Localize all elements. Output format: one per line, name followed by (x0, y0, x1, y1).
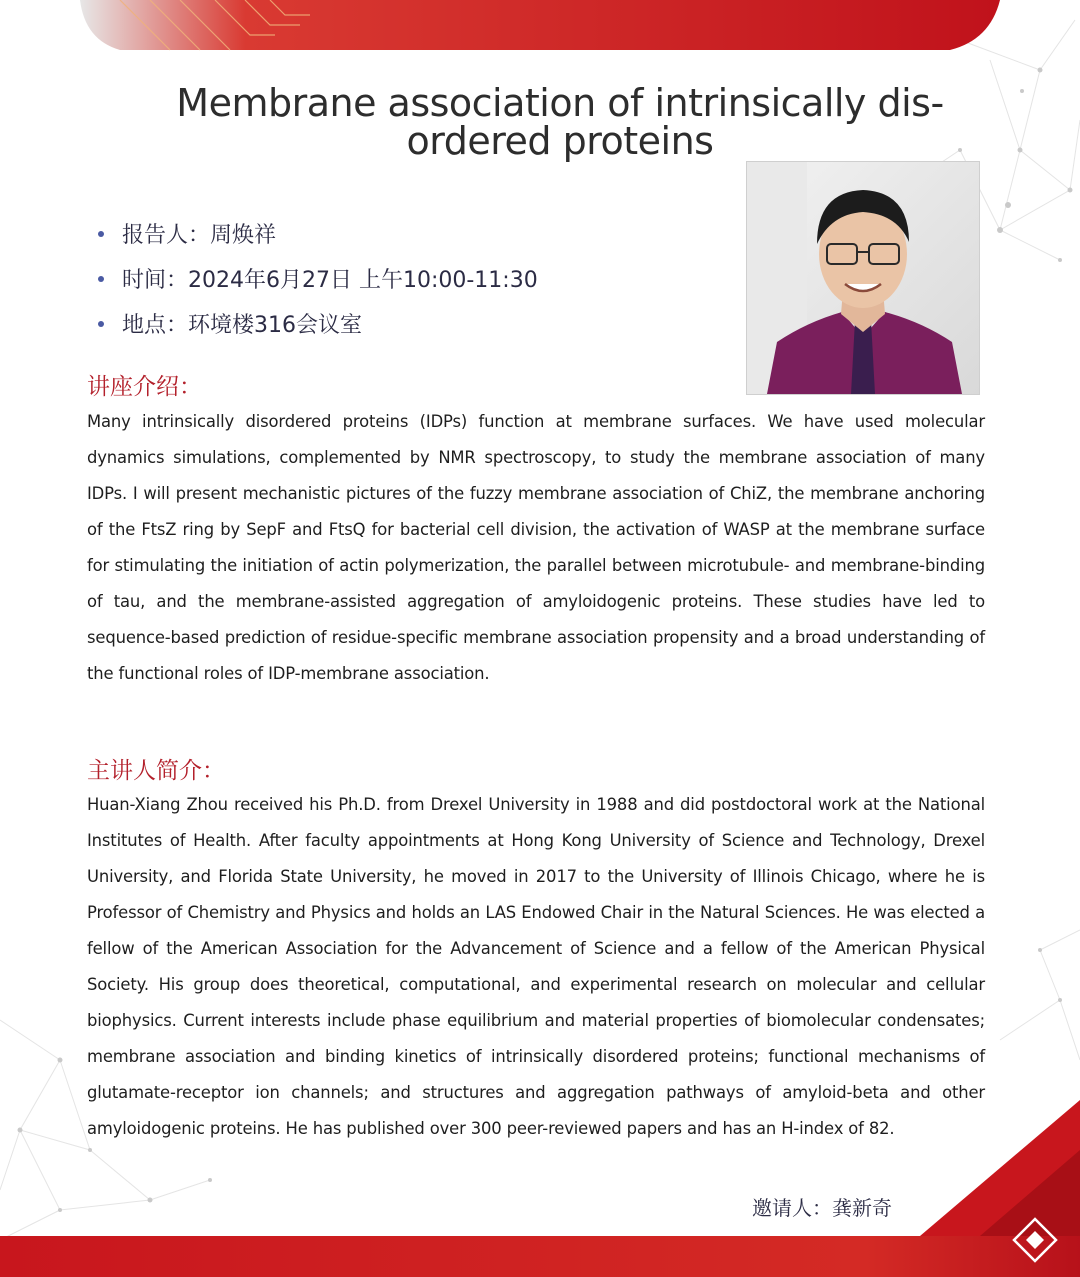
bio-heading: 主讲人简介： (87, 758, 225, 784)
bio-text: Huan-Xiang Zhou received his Ph.D. from Drexel University in 1988 and did postdoctoral work at the National Institutes of Health. After faculty appointments at Hong Kong University of Science and Technology, Drexel University, and Florida State University, he moved in 2017 to the University of Illinois Chicago, where he is Professor of Chemistry and Physics and holds an LAS Endowed Chair in the Natural Sciences. He was elected a fellow of the American Association for the Advancement of Science and a fellow of the American Physical Society. His group does theoretical, computational, and experimental research on molecular and cellular biophysics. Current interests include phase equilibrium and material properties of biomolecular condensates; membrane association and binding kinetics of intrinsically disordered proteins; functional mechanisms of glutamate-receptor ion channels; and structures and aggregation pathways of amyloid-beta and other amyloidogenic proteins. He has published over 300 peer-reviewed papers and has an H-index of 82. (87, 795, 985, 1138)
speaker-photo (746, 161, 980, 395)
info-time (98, 263, 538, 308)
abstract-heading: 讲座介绍： (87, 374, 202, 400)
inviter-text: 邀请人：龚新奇 (752, 1196, 892, 1220)
talk-title-line-2: ordered proteins (406, 119, 714, 163)
location-text: 地点：环境楼316会议室 (122, 313, 362, 338)
bullet-dot-icon (98, 321, 104, 327)
talk-title-line-1: Membrane association of intrinsically dis- (176, 81, 944, 125)
speaker-portrait (747, 162, 979, 394)
info-location (98, 308, 538, 353)
bullet-dot-icon (98, 231, 104, 237)
bullet-dot-icon (98, 276, 104, 282)
abstract-text: Many intrinsically disordered proteins (IDPs) function at membrane surfaces. We have used molecular dynamics simulations, complemented by NMR spectroscopy, to study the membrane association of many IDPs. I will present mechanistic pictures of the fuzzy membrane association of ChiZ, the membrane anchoring of the FtsZ ring by SepF and FtsQ for bacterial cell division, the activation of WASP at the membrane surface for stimulating the initiation of actin polymerization, the parallel between microtubule- and membrane-binding of tau, and the membrane-assisted aggregation of amyloidogenic proteins. These studies have led to sequence-based prediction of residue-specific membrane association propensity and a broad understanding of the functional roles of IDP-membrane association. (87, 412, 985, 683)
info-speaker (98, 218, 538, 263)
diamond-logo-icon (1012, 1217, 1058, 1263)
talk-title (100, 81, 1020, 163)
talk-info-list (98, 218, 538, 353)
top-banner (0, 0, 1080, 60)
speaker-text: 报告人：周焕祥 (122, 223, 277, 248)
time-text: 时间：2024年6月27日 上午10:00-11:30 (122, 268, 538, 293)
